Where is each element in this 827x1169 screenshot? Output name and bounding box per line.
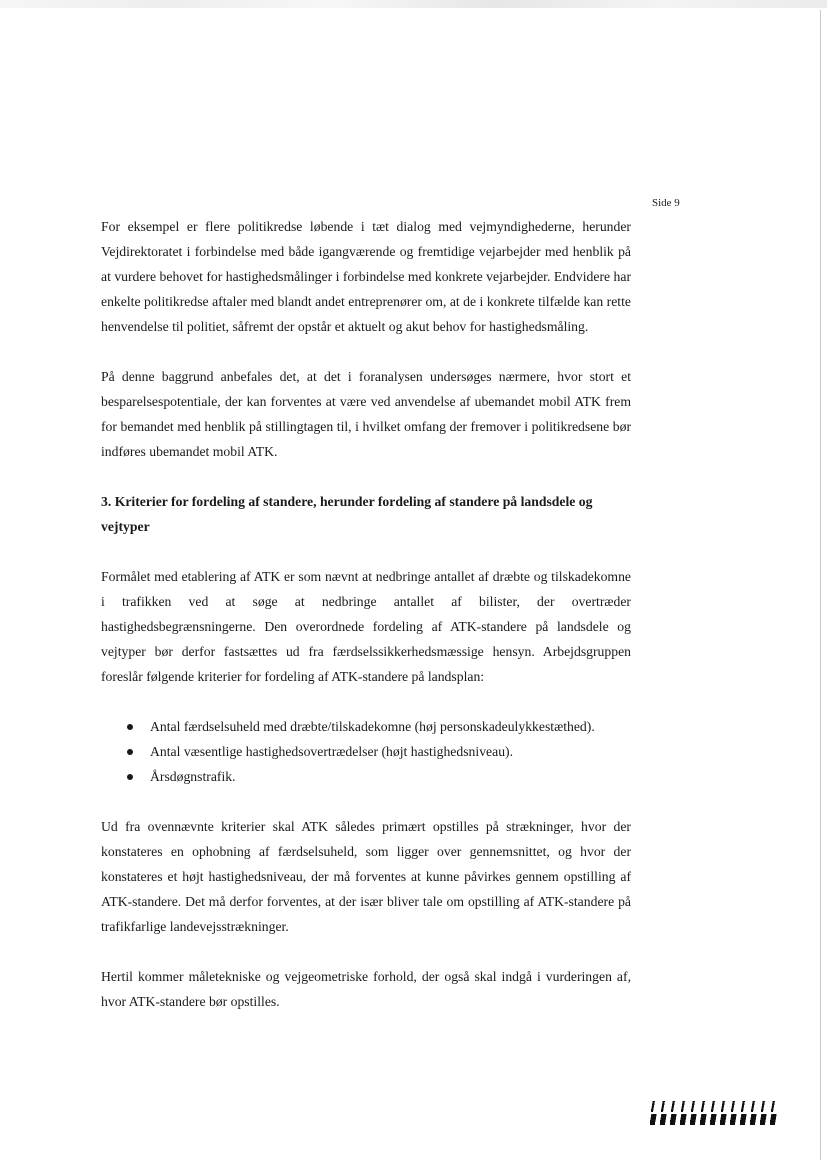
paragraph-1: For eksempel er flere politikredse løbende i tæt dialog med vejmyndighederne, herunder Vejdirektoratet i forbindelse med både igangværende og fremtidige vejarbejder med henblik på at vurdere behovet for hastighedsmålinger i forbindelse med konkrete vejarbejder. Endvidere har enkelte politikredse aftaler med blandt andet entreprenører om, at de i konkrete tilfælde kan rette henvendelse til politiet, såfremt der opstår et aktuelt og akut behov for hastighedsmåling. [101,219,631,334]
barcode-icon [650,1101,780,1125]
scan-edge-top [0,0,827,8]
paragraph-5: Hertil kommer måletekniske og vejgeometriske forhold, der også skal indgå i vurderingen af, hvor ATK-standere bør opstilles. [101,969,631,1009]
bullet-icon [127,774,133,780]
list-item [101,764,631,789]
scan-edge-right [820,10,821,1160]
bullet-icon [127,724,133,730]
page-number: Side 9 [652,197,680,209]
paragraph-3: Formålet med etablering af ATK er som nævnt at nedbringe antallet af dræbte og tilskadekomne i trafikken ved at søge at nedbringe antallet af bilister, der overtræder hastighedsbegrænsningerne. Den overordnede fordeling af ATK-standere på landsdele og vejtyper bør derfor fastsættes ud fra færdselssikkerhedsmæssige hensyn. Arbejdsgruppen foreslår følgende kriterier for fordeling af ATK-standere på landsplan: [101,569,631,684]
document-body [101,214,631,1014]
paragraph-2: På denne baggrund anbefales det, at det i foranalysen undersøges nærmere, hvor stort et besparelsespotentiale, der kan forventes at være ved anvendelse af ubemandet mobil ATK frem for bemandet med henblik på stillingtagen til, i hvilket omfang der fremover i politikredsene bør indføres ubemandet mobil ATK. [101,369,631,459]
list-item-text: Antal væsentlige hastighedsovertrædelser (højt hastighedsniveau). [150,744,514,759]
bullet-icon [127,749,133,755]
list-item-text: Antal færdselsuheld med dræbte/tilskadekomne (høj personskadeulykkestæthed). [150,719,595,734]
criteria-list [101,714,631,789]
paragraph-4: Ud fra ovennævnte kriterier skal ATK således primært opstilles på strækninger, hvor der konstateres en ophobning af færdselsuheld, som ligger over gennemsnittet, og hvor der konstateres et højt hastighedsniveau, der må forventes at kunne påvirkes gennem opstilling af ATK-standere. Det må derfor forventes, at der især bliver tale om opstilling af ATK-standere på trafikfarlige landevejsstrækninger. [101,819,631,934]
list-item-text: Årsdøgnstrafik. [150,769,236,784]
list-item [101,714,631,739]
list-item [101,739,631,764]
section-heading: 3. Kriterier for fordeling af standere, herunder fordeling af standere på landsdele og vejtyper [101,494,593,534]
